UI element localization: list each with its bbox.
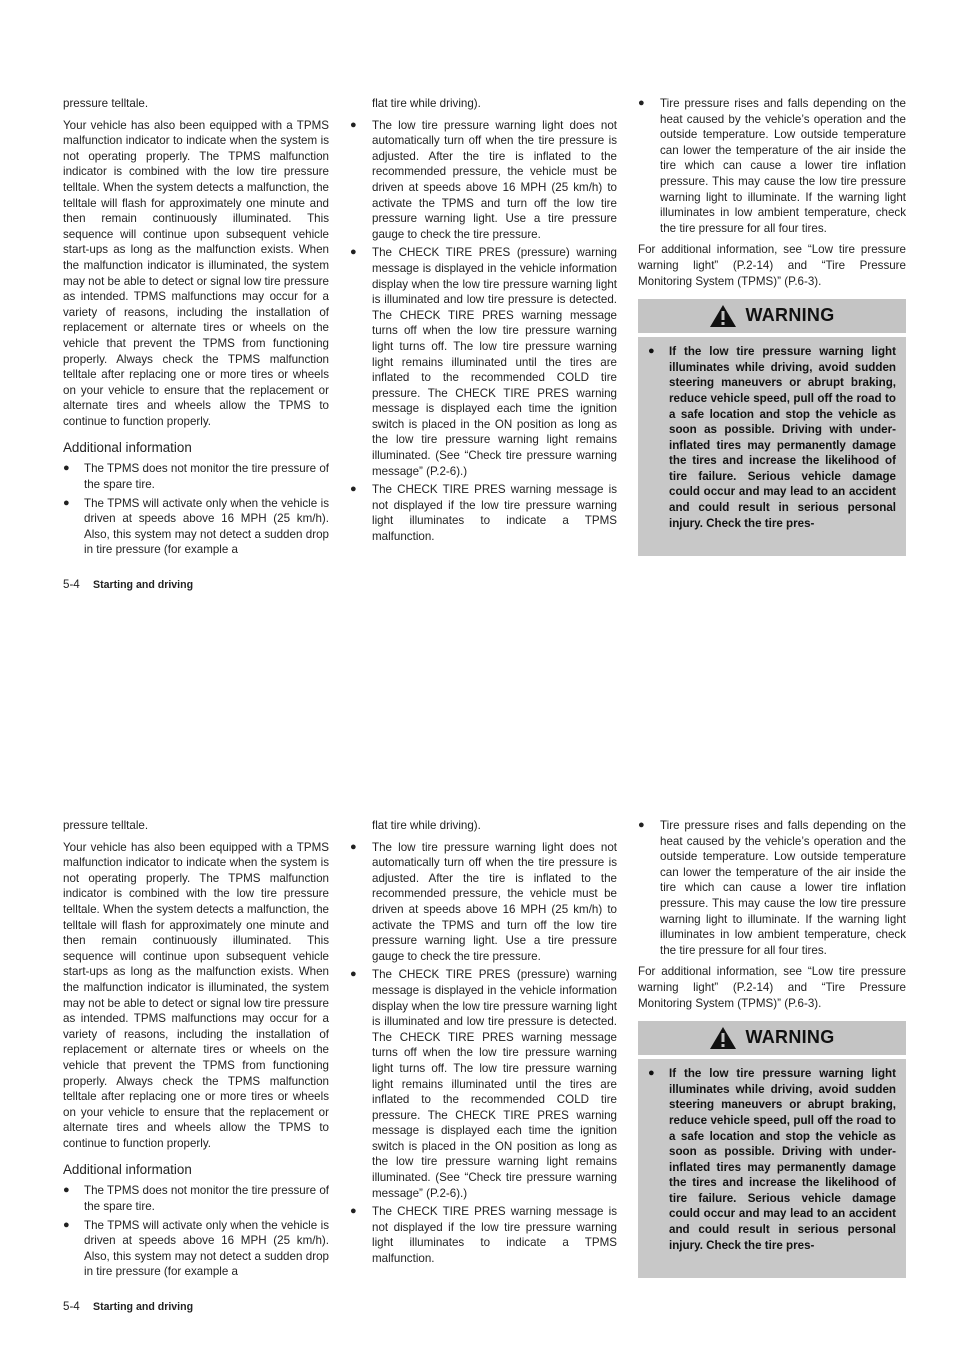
list-item — [350, 840, 617, 965]
section-name: Starting and driving — [93, 1301, 194, 1313]
paragraph: Your vehicle has also been equipped with a TPMS malfunction indicator to indicate when the system is not operating properly. The TPMS malfunction indicator is combined with the low tire pressure telltale. When the system detects a malfunction, the telltale will flash for approximately one minute and then remain continuously illuminated. This sequence will continue upon subsequent vehicle start-ups as long as the malfunction exists. When the malfunction indicator is illuminated, the system may not be able to detect or signal low tire pressure as intended. TPMS malfunctions may occur for a variety of reasons, including the installation of replacement or alternate tires or wheels on the vehicle that prevent the TPMS from functioning properly. Always check the TPMS malfunction telltale after replacing one or more tires or wheels on your vehicle to ensure that the replacement or alternate tires and wheels allow the TPMS to continue to function properly. — [63, 118, 329, 428]
list-item-text: The CHECK TIRE PRES (pressure) warning message is displayed in the vehicle information display when the low tire pressure warning light is illuminated and low tire pressure is detected. The CHECK TIRE PRES warning message turns off when the low tire pressure warning light turns off. The low tire pressure warning light remains illuminated until the tires are inflated to the recommended COLD tire pressure. The CHECK TIRE PRES warning message is displayed each time the ignition switch is placed in the ON position as long as the low tire pressure warning light remains illuminated. (See “Check tire pressure warning message” (P.2-6).) — [372, 246, 617, 478]
bullet-list — [638, 818, 906, 958]
list-item — [648, 1066, 896, 1253]
manual-page — [0, 0, 954, 620]
text-column-middle — [350, 96, 617, 551]
list-item-text: The CHECK TIRE PRES warning message is not displayed if the low tire pressure warning light illuminates to indicate a TPMS malfunction. — [372, 1205, 617, 1266]
page-number: 5-4 — [63, 1300, 80, 1313]
list-item — [63, 1183, 329, 1214]
paragraph: For additional information, see “Low tire pressure warning light” (P.2-14) and “Tire Pressure Monitoring System (TPMS)” (P.6-3). — [638, 243, 906, 288]
list-item — [350, 482, 617, 544]
list-item-text: The TPMS does not monitor the tire pressure of the spare tire. — [84, 462, 329, 492]
text-column-left — [63, 96, 329, 564]
warning-triangle-icon — [709, 304, 737, 328]
list-item-text: The low tire pressure warning light does not automatically turn off when the tire pressure is adjusted. After the tire is inflated to the recommended pressure, the vehicle must be driven at speeds above 16 MPH (25 km/h) to activate the TPMS and turn off the low tire pressure warning light. Use a tire pressure gauge to check the tire pressure. — [372, 840, 617, 963]
list-item — [350, 1204, 617, 1266]
list-item — [638, 96, 906, 236]
paragraph: For additional information, see “Low tire pressure warning light” (P.2-14) and “Tire Pressure Monitoring System (TPMS)” (P.6-3). — [638, 965, 906, 1010]
list-item — [63, 496, 329, 558]
section-subheading: Additional information — [63, 1162, 192, 1178]
list-item — [63, 1218, 329, 1280]
list-item — [350, 245, 617, 479]
warning-body — [638, 1059, 906, 1278]
text-column-right — [638, 818, 906, 1278]
text-column-left — [63, 818, 329, 1286]
bullet-icon: ● — [638, 819, 645, 831]
bullet-list — [63, 1183, 329, 1280]
bullet-list — [350, 118, 617, 545]
bullet-list — [350, 840, 617, 1267]
bullet-icon: ● — [648, 345, 655, 358]
list-item-text: The TPMS will activate only when the vehicle is driven at speeds above 16 MPH (25 km/h). Also, this system may not detect a sudden drop in tire pressure (for example a — [84, 496, 329, 557]
list-item-text: The TPMS does not monitor the tire pressure of the spare tire. — [84, 1184, 329, 1214]
bullet-icon: ● — [63, 496, 70, 509]
warning-box — [638, 299, 906, 556]
bullet-list — [638, 96, 906, 236]
list-item — [350, 967, 617, 1201]
list-item — [638, 818, 906, 958]
warning-box — [638, 1021, 906, 1278]
bullet-icon: ● — [350, 1205, 357, 1218]
section-name: Starting and driving — [93, 579, 194, 591]
page-footer — [63, 1300, 193, 1313]
paragraph: flat tire while driving). — [372, 97, 481, 110]
list-item — [648, 344, 896, 531]
list-item-text: The low tire pressure warning light does not automatically turn off when the tire pressure is adjusted. After the tire is inflated to the recommended pressure, the vehicle must be driven at speeds above 16 MPH (25 km/h) to activate the TPMS and turn off the low tire pressure warning light. Use a tire pressure gauge to check the tire pressure. — [372, 118, 617, 241]
paragraph: Your vehicle has also been equipped with a TPMS malfunction indicator to indicate when the system is not operating properly. The TPMS malfunction indicator is combined with the low tire pressure telltale. When the system detects a malfunction, the telltale will flash for approximately one minute and then remain continuously illuminated. This sequence will continue upon subsequent vehicle start-ups as long as the malfunction exists. When the malfunction indicator is illuminated, the system may not be able to detect or signal low tire pressure as intended. TPMS malfunctions may occur for a variety of reasons, including the installation of replacement or alternate tires or wheels on the vehicle that prevent the TPMS from functioning properly. Always check the TPMS malfunction telltale after replacing one or more tires or wheels on your vehicle to ensure that the replacement or alternate tires and wheels allow the TPMS to continue to function properly. — [63, 840, 329, 1150]
paragraph: pressure telltale. — [63, 819, 149, 832]
paragraph: flat tire while driving). — [372, 819, 481, 832]
text-column-right — [638, 96, 906, 556]
text-column-middle — [350, 818, 617, 1273]
bullet-icon: ● — [63, 462, 70, 475]
warning-body — [638, 337, 906, 556]
page-number: 5-4 — [63, 578, 80, 591]
list-item-text: If the low tire pressure warning light illuminates while driving, avoid sudden steering maneuvers or abrupt braking, reduce vehicle speed, pull off the road to a safe location and stop the vehicle as soon as possible. Driving with under-inflated tires may permanently damage the tires and increase the likelihood of tire failure. Serious vehicle damage could occur and may lead to an accident and could result in serious personal injury. Check the tire pres- — [669, 1067, 896, 1252]
bullet-icon: ● — [350, 246, 357, 259]
bullet-icon: ● — [638, 97, 645, 109]
bullet-icon: ● — [350, 483, 357, 496]
list-item-text: The TPMS will activate only when the vehicle is driven at speeds above 16 MPH (25 km/h). Also, this system may not detect a sudden drop in tire pressure (for example a — [84, 1218, 329, 1279]
warning-title: WARNING — [745, 1027, 835, 1048]
bullet-icon: ● — [648, 1067, 655, 1080]
list-item-text: The CHECK TIRE PRES warning message is not displayed if the low tire pressure warning light illuminates to indicate a TPMS malfunction. — [372, 483, 617, 544]
warning-triangle-icon — [709, 1026, 737, 1050]
bullet-icon: ● — [350, 118, 357, 131]
bullet-icon: ● — [350, 968, 357, 981]
warning-title: WARNING — [745, 305, 835, 326]
list-item — [63, 461, 329, 492]
list-item-text: Tire pressure rises and falls depending on the heat caused by the vehicle’s operation and the outside temperature. Low outside temperature can lower the temperature of the air inside the tire which can cause a lower tire inflation pressure. This may cause the low tire pressure warning light to illuminate. If the warning light illuminates in low ambient temperature, check the tire pressure for all four tires. — [660, 97, 906, 235]
section-subheading: Additional information — [63, 440, 192, 456]
list-item-text: If the low tire pressure warning light illuminates while driving, avoid sudden steering maneuvers or abrupt braking, reduce vehicle speed, pull off the road to a safe location and stop the vehicle as soon as possible. Driving with under-inflated tires may permanently damage the tires and increase the likelihood of tire failure. Serious vehicle damage could occur and may lead to an accident and could result in serious personal injury. Check the tire pres- — [669, 345, 896, 530]
list-item-text: The CHECK TIRE PRES (pressure) warning message is displayed in the vehicle information display when the low tire pressure warning light is illuminated and low tire pressure is detected. The CHECK TIRE PRES warning message turns off when the low tire pressure warning light turns off. The low tire pressure warning light remains illuminated until the tires are inflated to the recommended COLD tire pressure. The CHECK TIRE PRES warning message is displayed each time the ignition switch is placed in the ON position as long as the low tire pressure warning light remains illuminated. (See “Check tire pressure warning message” (P.2-6).) — [372, 968, 617, 1200]
bullet-icon: ● — [350, 840, 357, 853]
manual-page — [0, 722, 954, 1342]
list-item — [350, 118, 617, 243]
bullet-icon: ● — [63, 1218, 70, 1231]
bullet-icon: ● — [63, 1184, 70, 1197]
page-footer — [63, 578, 193, 591]
paragraph: pressure telltale. — [63, 97, 149, 110]
list-item-text: Tire pressure rises and falls depending on the heat caused by the vehicle’s operation and the outside temperature. Low outside temperature can lower the temperature of the air inside the tire which can cause a lower tire inflation pressure. This may cause the low tire pressure warning light to illuminate. If the warning light illuminates in low ambient temperature, check the tire pressure for all four tires. — [660, 819, 906, 957]
warning-header — [638, 1021, 906, 1059]
bullet-list — [63, 461, 329, 558]
bullet-list — [648, 344, 896, 531]
bullet-list — [648, 1066, 896, 1253]
warning-header — [638, 299, 906, 337]
